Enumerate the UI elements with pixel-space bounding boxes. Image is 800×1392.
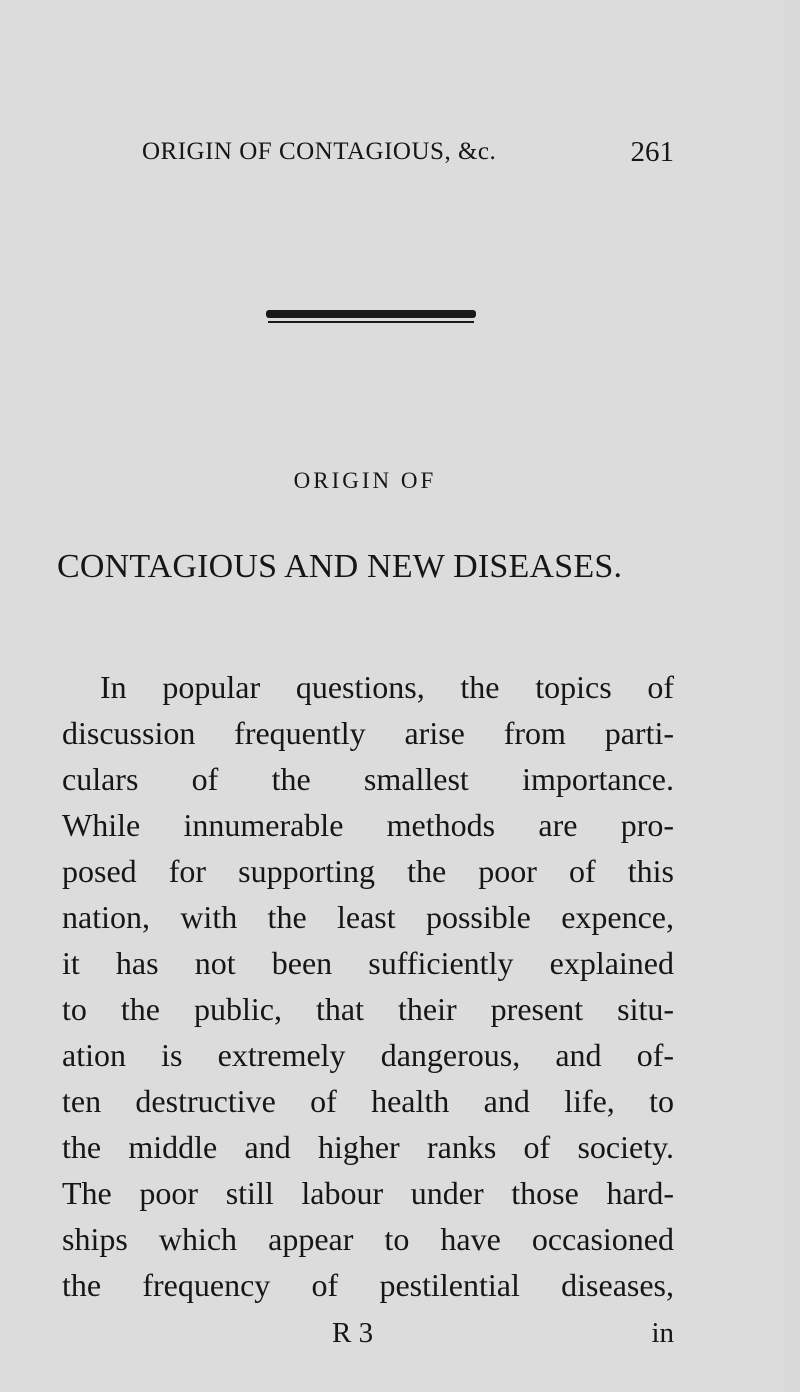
text-line: The poor still labour under those hard- [62, 1175, 674, 1211]
chapter-heading-line-2: CONTAGIOUS AND NEW DISEASES. [57, 548, 623, 585]
text-line: ships which appear to have occasioned [62, 1221, 674, 1257]
ornamental-rule-thin [268, 321, 474, 323]
text-line: ation is extremely dangerous, and of- [62, 1037, 674, 1073]
text-line: In popular questions, the topics of [100, 669, 674, 705]
chapter-heading-line-1: ORIGIN OF [293, 468, 437, 493]
running-head [62, 138, 674, 174]
catchword: in [651, 1317, 674, 1349]
page-number: 261 [630, 136, 674, 168]
text-line: the middle and higher ranks of society. [62, 1129, 674, 1165]
text-line: nation, with the least possible expence, [62, 899, 674, 935]
text-line: posed for supporting the poor of this [62, 853, 674, 889]
text-line: it has not been sufficiently explained [62, 945, 674, 981]
body-paragraph [62, 664, 674, 1308]
text-line: the frequency of pestilential diseases, [62, 1267, 674, 1303]
text-line: to the public, that their present situ- [62, 991, 674, 1027]
text-line: While innumerable methods are pro- [62, 807, 674, 843]
ornamental-rule-thick [266, 310, 476, 318]
text-line: discussion frequently arise from parti- [62, 715, 674, 751]
text-line: culars of the smallest importance. [62, 761, 674, 797]
running-title: ORIGIN OF CONTAGIOUS, &c. [142, 138, 497, 165]
signature-mark: R 3 [332, 1317, 374, 1349]
text-line: ten destructive of health and life, to [62, 1083, 674, 1119]
page-footer [62, 1317, 674, 1357]
